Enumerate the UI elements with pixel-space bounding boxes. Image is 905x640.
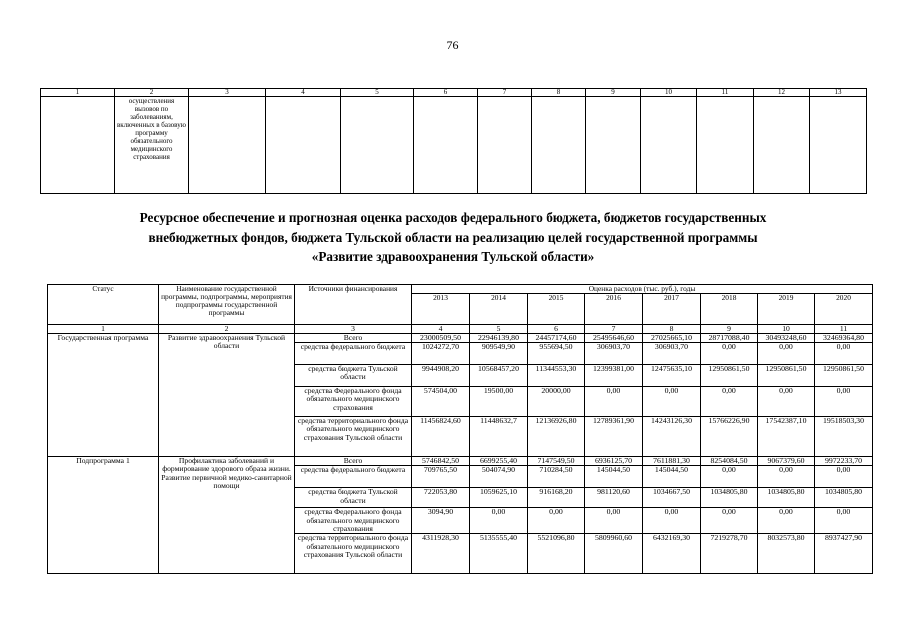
value-cell: 0,00 <box>758 343 815 365</box>
value-cell: 6936125,70 <box>585 457 643 466</box>
value-cell: 306903,70 <box>643 343 701 365</box>
header-year: 2016 <box>585 294 643 325</box>
column-number: 11 <box>697 89 754 97</box>
column-number: 3 <box>189 89 266 97</box>
continuation-table <box>40 88 867 194</box>
column-number: 9 <box>586 89 641 97</box>
table-cell: осуществления вызовов по заболеваниям, включенных в базовую программу обязательного медицинского страхования <box>115 97 189 194</box>
value-cell: 1024272,70 <box>412 343 470 365</box>
header-year: 2017 <box>643 294 701 325</box>
column-number: 13 <box>810 89 867 97</box>
value-cell: 916168,20 <box>528 488 585 508</box>
program-name-cell: Развитие здравоохранения Тульской области <box>159 334 295 457</box>
value-cell: 10568457,20 <box>470 365 528 387</box>
column-number: 1 <box>48 325 159 334</box>
column-number: 9 <box>701 325 758 334</box>
value-cell: 1034805,80 <box>701 488 758 508</box>
value-cell: 1059625,10 <box>470 488 528 508</box>
value-cell: 12475635,10 <box>643 365 701 387</box>
value-cell: 0,00 <box>815 508 873 534</box>
value-cell: 9972233,70 <box>815 457 873 466</box>
funding-source-cell: Всего <box>295 457 412 466</box>
table-cell <box>414 97 478 194</box>
value-cell: 955694,50 <box>528 343 585 365</box>
value-cell: 5809960,60 <box>585 534 643 574</box>
value-cell: 909549,90 <box>470 343 528 365</box>
column-number: 1 <box>41 89 115 97</box>
value-cell: 12950861,50 <box>815 365 873 387</box>
value-cell: 0,00 <box>701 343 758 365</box>
header-source: Источники финансирования <box>295 285 412 325</box>
table-cell <box>754 97 810 194</box>
value-cell: 8937427,90 <box>815 534 873 574</box>
value-cell: 0,00 <box>758 466 815 488</box>
column-number: 7 <box>478 89 532 97</box>
value-cell: 11344553,30 <box>528 365 585 387</box>
value-cell: 0,00 <box>470 508 528 534</box>
value-cell: 709765,50 <box>412 466 470 488</box>
column-number: 5 <box>470 325 528 334</box>
value-cell: 12950861,50 <box>758 365 815 387</box>
value-cell: 27025665,10 <box>643 334 701 343</box>
column-number: 8 <box>532 89 586 97</box>
column-number: 6 <box>528 325 585 334</box>
value-cell: 24457174,60 <box>528 334 585 343</box>
value-cell: 0,00 <box>585 387 643 417</box>
column-number: 12 <box>754 89 810 97</box>
table-row <box>48 334 873 343</box>
value-cell: 17542387,10 <box>758 417 815 457</box>
value-cell: 11448632,7 <box>470 417 528 457</box>
column-number: 10 <box>758 325 815 334</box>
value-cell: 0,00 <box>815 343 873 365</box>
funding-source-cell: средства федерального бюджета <box>295 466 412 488</box>
value-cell: 6432169,30 <box>643 534 701 574</box>
value-cell: 0,00 <box>701 508 758 534</box>
page-number: 76 <box>446 38 459 52</box>
column-number: 10 <box>641 89 697 97</box>
value-cell: 710284,50 <box>528 466 585 488</box>
value-cell: 11456824,60 <box>412 417 470 457</box>
funding-source-cell: средства Федерального фонда обязательного медицинского страхования <box>295 387 412 417</box>
header-year: 2015 <box>528 294 585 325</box>
value-cell: 19518503,30 <box>815 417 873 457</box>
value-cell: 306903,70 <box>585 343 643 365</box>
value-cell: 8254084,50 <box>701 457 758 466</box>
value-cell: 0,00 <box>815 466 873 488</box>
value-cell: 0,00 <box>528 508 585 534</box>
funding-source-cell: средства территориального фонда обязательного медицинского страхования Тульской области <box>295 417 412 457</box>
value-cell: 20000,00 <box>528 387 585 417</box>
funding-source-cell: средства Федерального фонда обязательного медицинского страхования <box>295 508 412 534</box>
value-cell: 722053,80 <box>412 488 470 508</box>
header-estimate: Оценка расходов (тыс. руб.), годы <box>412 285 873 294</box>
value-cell: 28717088,40 <box>701 334 758 343</box>
column-number: 2 <box>159 325 295 334</box>
value-cell: 14243126,30 <box>643 417 701 457</box>
column-number: 4 <box>266 89 341 97</box>
table-cell <box>341 97 414 194</box>
value-cell: 504074,90 <box>470 466 528 488</box>
funding-source-cell: Всего <box>295 334 412 343</box>
table-cell <box>41 97 115 194</box>
header-year: 2013 <box>412 294 470 325</box>
value-cell: 7219278,70 <box>701 534 758 574</box>
funding-source-cell: средства территориального фонда обязательного медицинского страхования Тульской области <box>295 534 412 574</box>
value-cell: 12136926,80 <box>528 417 585 457</box>
value-cell: 6699255,40 <box>470 457 528 466</box>
document-title <box>40 208 866 267</box>
value-cell: 9944908,20 <box>412 365 470 387</box>
program-name-cell: Профилактика заболеваний и формирование здорового образа жизни. Развитие первичной медико-санитарной помощи <box>159 457 295 574</box>
table-cell <box>189 97 266 194</box>
title-line-3: «Развитие здравоохранения Тульской области» <box>311 249 595 264</box>
value-cell: 22946139,80 <box>470 334 528 343</box>
column-number: 6 <box>414 89 478 97</box>
value-cell: 12399381,00 <box>585 365 643 387</box>
table-cell <box>697 97 754 194</box>
value-cell: 0,00 <box>758 508 815 534</box>
table-cell <box>478 97 532 194</box>
value-cell: 0,00 <box>701 466 758 488</box>
status-cell: Государственная программа <box>48 334 159 457</box>
value-cell: 30493248,60 <box>758 334 815 343</box>
header-year: 2018 <box>701 294 758 325</box>
table-cell <box>810 97 867 194</box>
funding-source-cell: средства федерального бюджета <box>295 343 412 365</box>
value-cell: 0,00 <box>643 508 701 534</box>
value-cell: 15766226,90 <box>701 417 758 457</box>
table-cell <box>532 97 586 194</box>
status-cell: Подпрограмма 1 <box>48 457 159 574</box>
value-cell: 25495646,60 <box>585 334 643 343</box>
value-cell: 5746842,50 <box>412 457 470 466</box>
header-name: Наименование государственной программы, подпрограммы, мероприятия подпрограммы государственной программы <box>159 285 295 325</box>
value-cell: 981120,60 <box>585 488 643 508</box>
header-year: 2014 <box>470 294 528 325</box>
resource-table <box>47 284 873 574</box>
value-cell: 1034667,50 <box>643 488 701 508</box>
header-status: Статус <box>48 285 159 325</box>
header-year: 2020 <box>815 294 873 325</box>
table-cell <box>641 97 697 194</box>
value-cell: 1034805,80 <box>815 488 873 508</box>
value-cell: 0,00 <box>758 387 815 417</box>
column-number: 8 <box>643 325 701 334</box>
funding-source-cell: средства бюджета Тульской области <box>295 488 412 508</box>
header-year: 2019 <box>758 294 815 325</box>
title-line-2: внебюджетных фондов, бюджета Тульской области на реализацию целей государственной программы <box>148 229 758 245</box>
column-number: 4 <box>412 325 470 334</box>
column-number: 7 <box>585 325 643 334</box>
value-cell: 5135555,40 <box>470 534 528 574</box>
table-cell <box>266 97 341 194</box>
column-number: 3 <box>295 325 412 334</box>
value-cell: 1034805,80 <box>758 488 815 508</box>
value-cell: 0,00 <box>701 387 758 417</box>
column-number: 11 <box>815 325 873 334</box>
value-cell: 23000509,50 <box>412 334 470 343</box>
table-row <box>48 457 873 466</box>
value-cell: 574504,00 <box>412 387 470 417</box>
value-cell: 0,00 <box>643 387 701 417</box>
value-cell: 12950861,50 <box>701 365 758 387</box>
value-cell: 8032573,80 <box>758 534 815 574</box>
value-cell: 5521096,80 <box>528 534 585 574</box>
value-cell: 0,00 <box>585 508 643 534</box>
title-line-1: Ресурсное обеспечение и прогнозная оценка расходов федерального бюджета, бюджетов государственных <box>139 210 767 225</box>
funding-source-cell: средства бюджета Тульской области <box>295 365 412 387</box>
value-cell: 32469364,80 <box>815 334 873 343</box>
value-cell: 145044,50 <box>585 466 643 488</box>
value-cell: 7611881,30 <box>643 457 701 466</box>
value-cell: 3094,90 <box>412 508 470 534</box>
table-cell <box>586 97 641 194</box>
value-cell: 145044,50 <box>643 466 701 488</box>
value-cell: 7147549,50 <box>528 457 585 466</box>
value-cell: 12789361,90 <box>585 417 643 457</box>
column-number: 2 <box>115 89 189 97</box>
value-cell: 19500,00 <box>470 387 528 417</box>
value-cell: 9067379,60 <box>758 457 815 466</box>
value-cell: 0,00 <box>815 387 873 417</box>
column-number: 5 <box>341 89 414 97</box>
value-cell: 4311928,30 <box>412 534 470 574</box>
